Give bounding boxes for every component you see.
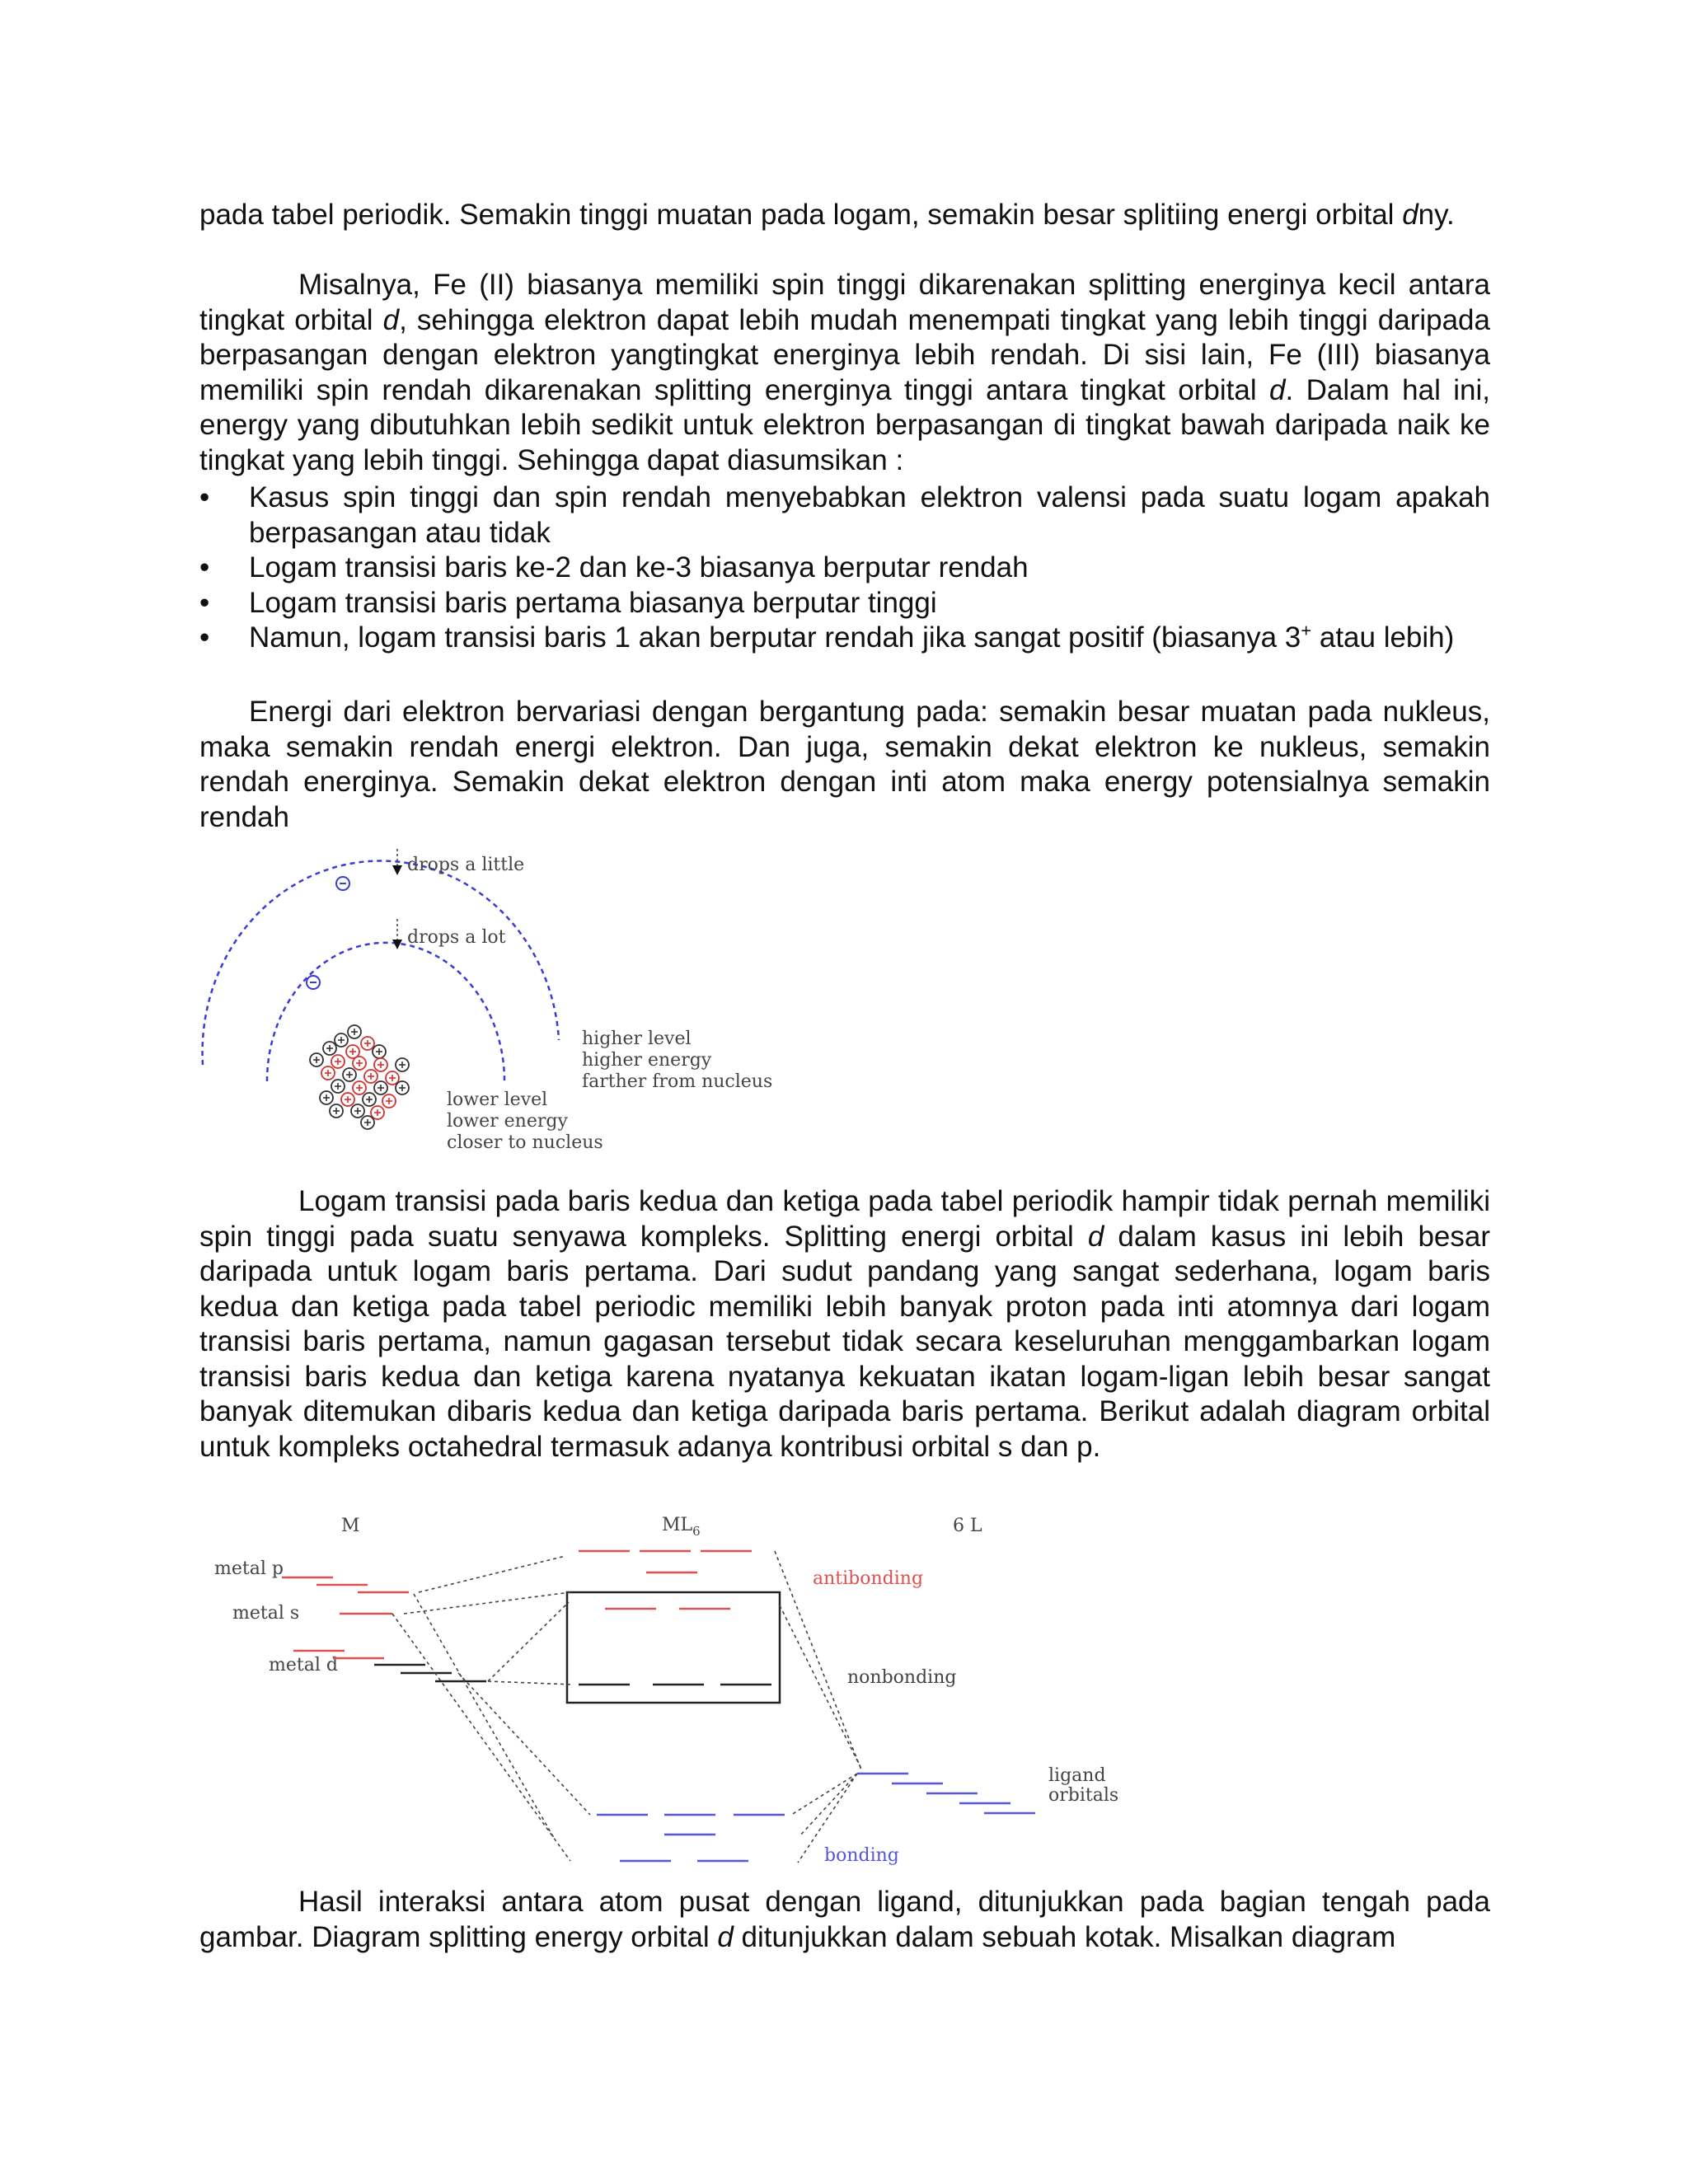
proton [361, 1037, 374, 1050]
neutron [348, 1025, 361, 1038]
ml6-bonding-levels [597, 1815, 785, 1861]
label-higher-level: higher level [582, 1029, 692, 1049]
energy-level-figure [198, 849, 775, 1162]
proton [382, 1094, 396, 1108]
para4-text-b: dalam kasus ini lebih besar daripada untuk logam baris pertama. Dari sudut pandang yang sangat sederhana, logam baris kedua dan ketiga pada tabel periodic memiliki lebih banyak proton pada inti atomnya dari logam transisi baris pertama, namun gagasan tersebut tidak secara keseluruhan menggambarkan logam transisi baris kedua dan ketiga karena nyatanya kekuatan ikatan logam-ligan lebih besar sangat banyak ditemukan dibaris kedua dan ketiga daripada baris pertama. Berikut adalah diagram orbital untuk kompleks octahedral termasuk adanya kontribusi orbital s dan p. [199, 1220, 1490, 1463]
neutron [373, 1045, 386, 1058]
para5-text-b: ditunjukkan dalam sebuah kotak. Misalkan diagram [733, 1920, 1396, 1953]
neutron [343, 1068, 356, 1081]
neutron [396, 1081, 409, 1094]
proton [353, 1081, 366, 1094]
bullet-text: Logam transisi baris ke-2 dan ke-3 biasanya berputar rendah [249, 551, 1029, 583]
label-closer-nucleus: closer to nucleus [447, 1132, 603, 1153]
label-nonbonding: nonbonding [847, 1667, 957, 1688]
bullet-item [199, 480, 1490, 551]
label-farther-nucleus: farther from nucleus [582, 1071, 773, 1092]
ml6-antibonding-levels [579, 1551, 752, 1572]
neutron [320, 1091, 333, 1104]
para1-italic-d: d [1402, 199, 1418, 231]
para4-italic-d: d [1087, 1220, 1104, 1253]
bullet-item [199, 551, 1490, 586]
proton [321, 1066, 335, 1080]
bullet-text-a: Namun, logam transisi baris 1 akan berputar rendah jika sangat positif (biasanya 3 [249, 621, 1301, 654]
metal-p-levels [282, 1577, 409, 1592]
paragraph-2 [199, 268, 1490, 478]
para1-text-a: pada tabel periodik. Semakin tinggi muatan pada logam, semakin besar splitiing energi orbital [199, 199, 1403, 231]
mo-diagram-figure [198, 1508, 1137, 1871]
bullet-list-block [199, 480, 1490, 656]
label-lower-energy: lower energy [447, 1111, 568, 1132]
neutron [374, 1081, 387, 1094]
para5-italic-d: d [717, 1920, 734, 1953]
label-orbitals: orbitals [1048, 1785, 1119, 1806]
para2-text-c: . Dalam hal ini, energy yang dibutuhkan lebih sedikit untuk elektron berpasangan di tingkat bawah daripada naik ke tingkat yang lebih tinggi. Sehingga dapat diasumsikan : [199, 373, 1490, 476]
ligand-orbital-levels [857, 1774, 1035, 1813]
column-header-m: M [341, 1516, 360, 1536]
bullet-list [199, 480, 1490, 656]
arrow-little-head [392, 865, 402, 875]
bullet-item [199, 621, 1490, 656]
d-splitting-box [567, 1592, 780, 1703]
label-ligand: ligand [1048, 1765, 1106, 1786]
nucleus [310, 1025, 409, 1129]
para2-italic-d1: d [382, 303, 400, 336]
neutron [396, 1058, 409, 1071]
neutron [310, 1053, 323, 1066]
bullet-symbol: • [199, 586, 210, 619]
label-metal-p: metal p [214, 1558, 284, 1579]
proton [386, 1071, 399, 1085]
neutron [361, 1116, 374, 1129]
label-drops-lot: drops a lot [407, 927, 506, 948]
ml6-subscript: 6 [692, 1524, 701, 1539]
neutron [323, 1042, 336, 1055]
para2-text-b: , sehingga elektron dapat lebih mudah menempati tingkat yang lebih tinggi daripada berpasangan dengan elektron yangtingkat energinya lebih rendah. Di sisi lain, Fe (III) biasanya memiliki spin rendah dikarenakan splitting energinya tinggi antara tingkat orbital [199, 303, 1490, 406]
label-antibonding: antibonding [813, 1568, 924, 1589]
para2-text-a: Misalnya, Fe (II) biasanya memiliki spin tinggi dikarenakan splitting energinya kecil antara tingkat orbital [199, 269, 1490, 336]
label-bonding: bonding [824, 1845, 899, 1866]
para2-italic-d2: d [1269, 373, 1286, 406]
label-higher-energy: higher energy [582, 1050, 712, 1071]
proton [374, 1058, 387, 1071]
para4-text-a: Logam transisi pada baris kedua dan ketiga pada tabel periodik hampir tidak pernah memiliki spin tinggi pada suatu senyawa kompleks. Splitting energi orbital [199, 1185, 1490, 1253]
correlation-lines [392, 1551, 862, 1863]
ml6-main: ML [662, 1515, 693, 1535]
proton [364, 1070, 377, 1083]
bullet-symbol: • [199, 481, 210, 513]
bullet-text: Kasus spin tinggi dan spin rendah menyebabkan elektron valensi pada suatu logam apakah berpasangan atau tidak [249, 481, 1490, 549]
outer-orbit-arc [203, 861, 559, 1065]
paragraph-1 [199, 198, 1490, 233]
para3-text: Energi dari elektron bervariasi dengan bergantung pada: semakin besar muatan pada nukleus, maka semakin rendah energi elektron. Dan juga, semakin dekat elektron ke nukleus, semakin rendah energinya. Semakin dekat elektron dengan inti atom maka energy potensialnya semakin rendah [199, 696, 1490, 833]
paragraph-4 [199, 1184, 1490, 1465]
label-drops-little: drops a little [407, 855, 525, 875]
label-lower-level: lower level [447, 1090, 548, 1110]
outer-electron [336, 877, 349, 890]
bullet-text: Logam transisi baris pertama biasanya berputar tinggi [249, 586, 937, 619]
superscript-plus: + [1301, 620, 1312, 641]
bullet-symbol: • [199, 621, 210, 654]
inner-electron [307, 976, 320, 989]
column-header-6l: 6 L [953, 1516, 982, 1536]
neutron [335, 1033, 348, 1047]
bullet-text-b: atau lebih) [1311, 621, 1455, 654]
proton [353, 1057, 366, 1070]
para1-text-b: ny. [1418, 199, 1455, 231]
para5-text-a: Hasil interaksi antara atom pusat dengan ligand, ditunjukkan pada bagian tengah pada gambar. Diagram splitting energy orbital [199, 1886, 1490, 1953]
neutron [363, 1093, 376, 1106]
column-header-ml6 [662, 1515, 701, 1539]
bullet-item [199, 586, 1490, 621]
proton [341, 1093, 354, 1106]
neutron [331, 1080, 345, 1093]
bullet-symbol: • [199, 551, 210, 583]
proton [331, 1055, 345, 1068]
label-metal-s: metal s [232, 1603, 300, 1624]
arrow-lot-head [392, 940, 402, 949]
neutron [351, 1104, 364, 1118]
label-metal-d: metal d [269, 1655, 338, 1675]
paragraph-5 [199, 1885, 1490, 1955]
neutron [330, 1104, 343, 1118]
proton [371, 1106, 384, 1119]
paragraph-3 [199, 695, 1490, 835]
